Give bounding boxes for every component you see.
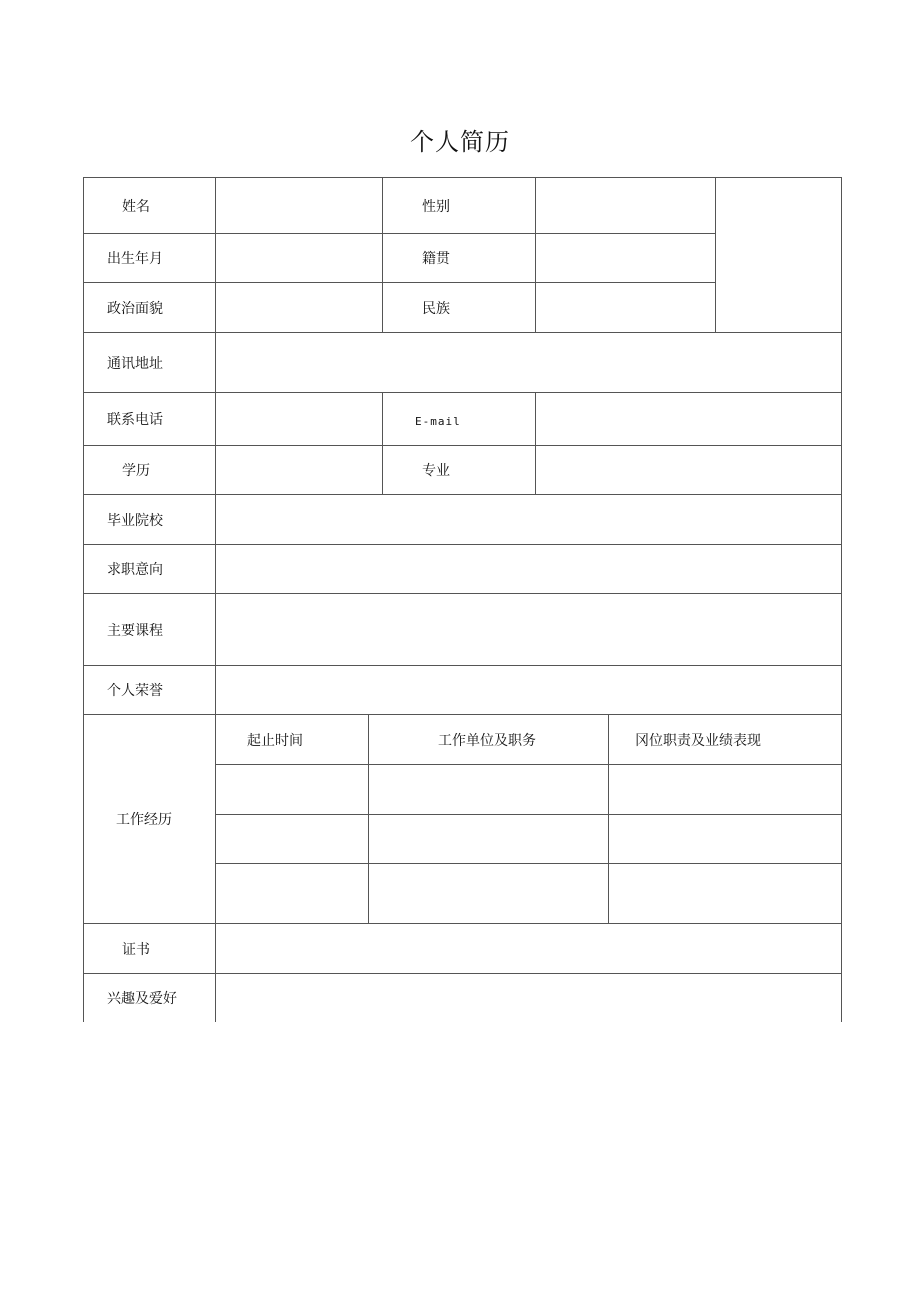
honors-label: 个人荣誉 [107,683,163,699]
political-status-field[interactable] [216,283,382,332]
job-intention-label: 求职意向 [107,562,163,578]
address-field[interactable] [216,333,841,392]
work-row-1-employer[interactable] [369,765,608,814]
birth-label: 出生年月 [107,251,163,267]
native-place-label: 籍贯 [422,251,450,267]
gender-label: 性别 [422,198,450,215]
honors-field[interactable] [216,666,841,714]
work-row-2-employer[interactable] [369,815,608,863]
native-place-field[interactable] [536,234,715,282]
education-label: 学历 [122,463,150,479]
work-header-period: 起止时间 [247,732,303,749]
page-title: 个人简历 [410,128,510,156]
photo-box[interactable] [716,178,841,332]
name-label: 姓名 [122,198,150,215]
main-courses-label: 主要课程 [107,622,163,639]
email-field[interactable] [536,393,841,445]
work-row-2-duties[interactable] [609,815,841,863]
ethnicity-field[interactable] [536,283,715,332]
work-header-duties: 冈位职责及业绩表现 [635,732,761,749]
phone-field[interactable] [216,393,382,445]
work-row-3-period[interactable] [216,864,368,923]
school-field[interactable] [216,495,841,544]
birth-field[interactable] [216,234,382,282]
work-row-3-employer[interactable] [369,864,608,923]
work-row-3-duties[interactable] [609,864,841,923]
major-field[interactable] [536,446,841,494]
certificates-field[interactable] [216,924,841,973]
education-field[interactable] [216,446,382,494]
gender-field[interactable] [536,178,715,233]
ethnicity-label: 民族 [422,300,450,317]
hobbies-field[interactable] [216,974,841,1022]
main-courses-field[interactable] [216,594,841,665]
major-label: 专业 [422,463,450,479]
name-field[interactable] [216,178,382,233]
hobbies-label: 兴趣及爱好 [107,991,177,1007]
work-experience-label: 工作经历 [116,812,172,828]
work-row-1-duties[interactable] [609,765,841,814]
work-row-1-period[interactable] [216,765,368,814]
work-header-employer: 工作单位及职务 [438,732,536,749]
political-status-label: 政治面貌 [107,300,163,317]
school-label: 毕业院校 [107,512,163,529]
job-intention-field[interactable] [216,545,841,593]
email-label: E-mail [415,414,461,428]
work-row-2-period[interactable] [216,815,368,863]
address-label: 通讯地址 [107,355,163,372]
certificates-label: 证书 [122,941,150,958]
phone-label: 联系电话 [107,412,163,428]
